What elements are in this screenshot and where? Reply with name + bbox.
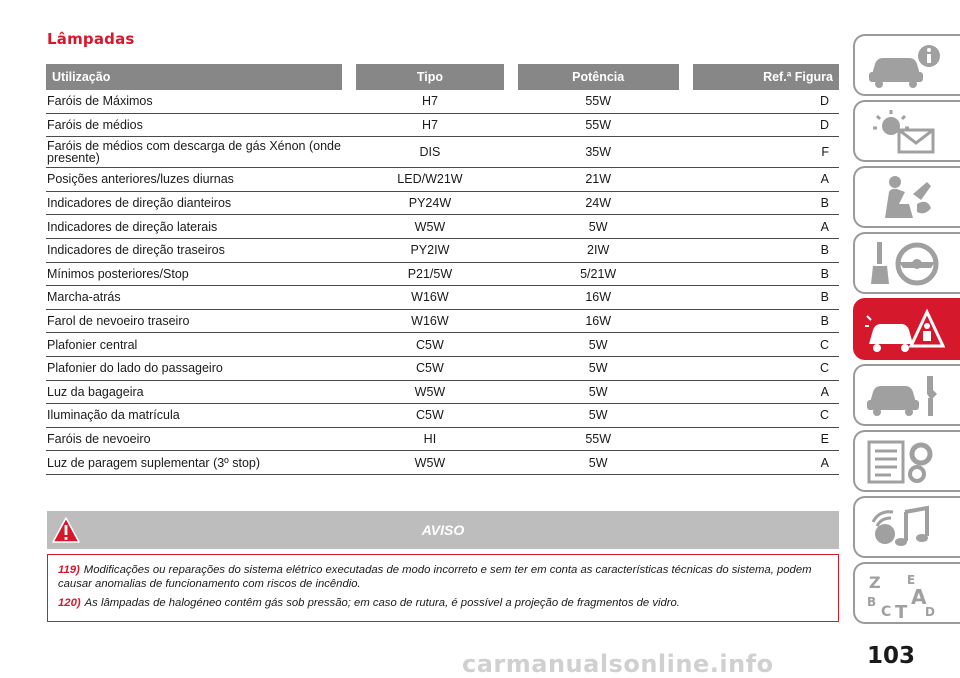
column-header-tipo: Tipo	[349, 64, 510, 90]
note-number: 119)	[58, 564, 80, 576]
cell-ref: C	[686, 404, 839, 428]
svg-text:C: C	[881, 604, 892, 618]
cell-ref: D	[686, 113, 839, 137]
cell-potencia: 5W	[511, 215, 686, 239]
cell-ref: B	[686, 238, 839, 262]
cell-ref: E	[686, 427, 839, 451]
cell-utilizacao: Plafonier do lado do passageiro	[46, 356, 349, 380]
cell-utilizacao: Mínimos posteriores/Stop	[46, 262, 349, 286]
note-number: 120)	[58, 597, 81, 609]
cell-ref: C	[686, 333, 839, 357]
tab-specs[interactable]	[853, 430, 960, 492]
note-text: Modificações ou reparações do sistema elétrico executadas de modo incorreto e sem ter em conta as características técnicas do sistema, podem causar anomalias de funcionamento com riscos de incêndio.	[58, 564, 812, 590]
page-number: 103	[867, 643, 916, 669]
cell-potencia: 5W	[511, 404, 686, 428]
tab-dashboard[interactable]	[853, 100, 960, 162]
table-row	[46, 427, 839, 451]
table-row	[46, 380, 839, 404]
warning-header	[47, 511, 839, 549]
cell-ref: C	[686, 356, 839, 380]
table-row	[46, 333, 839, 357]
column-header-potencia: Potência	[511, 64, 686, 90]
cell-tipo: DIS	[349, 137, 510, 168]
cell-tipo: C5W	[349, 333, 510, 357]
cell-potencia: 5W	[511, 380, 686, 404]
cell-utilizacao: Indicadores de direção dianteiros	[46, 191, 349, 215]
cell-tipo: C5W	[349, 356, 510, 380]
tab-index[interactable]	[853, 562, 960, 624]
cell-utilizacao: Faróis de médios	[46, 113, 349, 137]
cell-tipo: W5W	[349, 215, 510, 239]
table-row	[46, 191, 839, 215]
cell-utilizacao: Faróis de médios com descarga de gás Xénon (onde presente)	[46, 137, 349, 168]
svg-text:T: T	[895, 602, 908, 618]
table-header-row	[46, 64, 839, 90]
cell-potencia: 5W	[511, 356, 686, 380]
car-maintenance-icon	[865, 372, 945, 420]
cell-ref: A	[686, 215, 839, 239]
cell-tipo: W16W	[349, 309, 510, 333]
tab-car-info[interactable]	[853, 34, 960, 96]
svg-text:B: B	[867, 595, 877, 609]
table-row	[46, 451, 839, 475]
cell-utilizacao: Farol de nevoeiro traseiro	[46, 309, 349, 333]
tab-driving[interactable]	[853, 232, 960, 294]
cell-utilizacao: Luz de paragem suplementar (3º stop)	[46, 451, 349, 475]
table-row	[46, 356, 839, 380]
cell-potencia: 2IW	[511, 238, 686, 262]
cell-potencia: 16W	[511, 309, 686, 333]
cell-ref: B	[686, 309, 839, 333]
car-info-icon	[865, 42, 945, 90]
warning-note	[58, 563, 828, 591]
cell-ref: A	[686, 451, 839, 475]
table-row	[46, 262, 839, 286]
note-text: As lâmpadas de halogéneo contêm gás sob pressão; em caso de rutura, é possível a projeção de fragmentos de vidro.	[84, 597, 680, 609]
cell-ref: F	[686, 137, 839, 168]
car-emergency-icon	[865, 306, 945, 354]
cell-tipo: W5W	[349, 380, 510, 404]
cell-utilizacao: Plafonier central	[46, 333, 349, 357]
cell-ref: A	[686, 380, 839, 404]
seat-safety-icon	[865, 174, 945, 222]
table-row	[46, 215, 839, 239]
cell-potencia: 55W	[511, 90, 686, 113]
tab-multimedia[interactable]	[853, 496, 960, 558]
cell-potencia: 5W	[511, 333, 686, 357]
table-row	[46, 113, 839, 137]
cell-utilizacao: Faróis de Máximos	[46, 90, 349, 113]
cell-utilizacao: Indicadores de direção traseiros	[46, 238, 349, 262]
cell-ref: D	[686, 90, 839, 113]
cell-tipo: PY2IW	[349, 238, 510, 262]
cell-ref: B	[686, 191, 839, 215]
cell-potencia: 5W	[511, 451, 686, 475]
tab-safety[interactable]	[853, 166, 960, 228]
table-row	[46, 404, 839, 428]
table-row	[46, 90, 839, 113]
svg-text:D: D	[925, 605, 935, 618]
table-row	[46, 168, 839, 192]
cell-utilizacao: Luz da bagageira	[46, 380, 349, 404]
cell-potencia: 55W	[511, 113, 686, 137]
key-steering-wheel-icon	[865, 240, 945, 288]
cell-ref: B	[686, 262, 839, 286]
table-row	[46, 238, 839, 262]
lamps-table	[46, 64, 839, 475]
cell-ref: A	[686, 168, 839, 192]
cell-tipo: PY24W	[349, 191, 510, 215]
column-header-utilizacao: Utilização	[46, 64, 349, 90]
dashboard-lights-icon	[865, 108, 945, 156]
specs-gears-icon	[865, 438, 945, 486]
table-row	[46, 137, 839, 168]
tab-maintenance[interactable]	[853, 364, 960, 426]
multimedia-icon	[865, 504, 945, 552]
column-header-ref-figura: Ref.ª Figura	[686, 64, 839, 90]
cell-utilizacao: Posições anteriores/luzes diurnas	[46, 168, 349, 192]
cell-tipo: W16W	[349, 286, 510, 310]
cell-tipo: C5W	[349, 404, 510, 428]
cell-potencia: 21W	[511, 168, 686, 192]
cell-utilizacao: Iluminação da matrícula	[46, 404, 349, 428]
watermark: carmanualsonline.info	[462, 650, 774, 678]
cell-potencia: 35W	[511, 137, 686, 168]
cell-potencia: 16W	[511, 286, 686, 310]
cell-ref: B	[686, 286, 839, 310]
cell-utilizacao: Faróis de nevoeiro	[46, 427, 349, 451]
table-row	[46, 286, 839, 310]
cell-potencia: 24W	[511, 191, 686, 215]
svg-text:Z: Z	[869, 573, 881, 592]
cell-tipo: W5W	[349, 451, 510, 475]
cell-tipo: HI	[349, 427, 510, 451]
cell-tipo: H7	[349, 90, 510, 113]
cell-tipo: P21/5W	[349, 262, 510, 286]
cell-potencia: 5/21W	[511, 262, 686, 286]
table-row	[46, 309, 839, 333]
svg-text:A: A	[911, 585, 927, 609]
cell-tipo: LED/W21W	[349, 168, 510, 192]
section-title: Lâmpadas	[47, 30, 135, 48]
warning-title: AVISO	[421, 522, 465, 538]
cell-tipo: H7	[349, 113, 510, 137]
svg-text:E: E	[907, 573, 916, 587]
warning-body	[47, 554, 839, 622]
cell-utilizacao: Marcha-atrás	[46, 286, 349, 310]
cell-utilizacao: Indicadores de direção laterais	[46, 215, 349, 239]
tab-emergency[interactable]	[853, 298, 960, 360]
warning-note	[58, 596, 828, 610]
cell-potencia: 55W	[511, 427, 686, 451]
alphabetical-index-icon	[865, 570, 945, 618]
